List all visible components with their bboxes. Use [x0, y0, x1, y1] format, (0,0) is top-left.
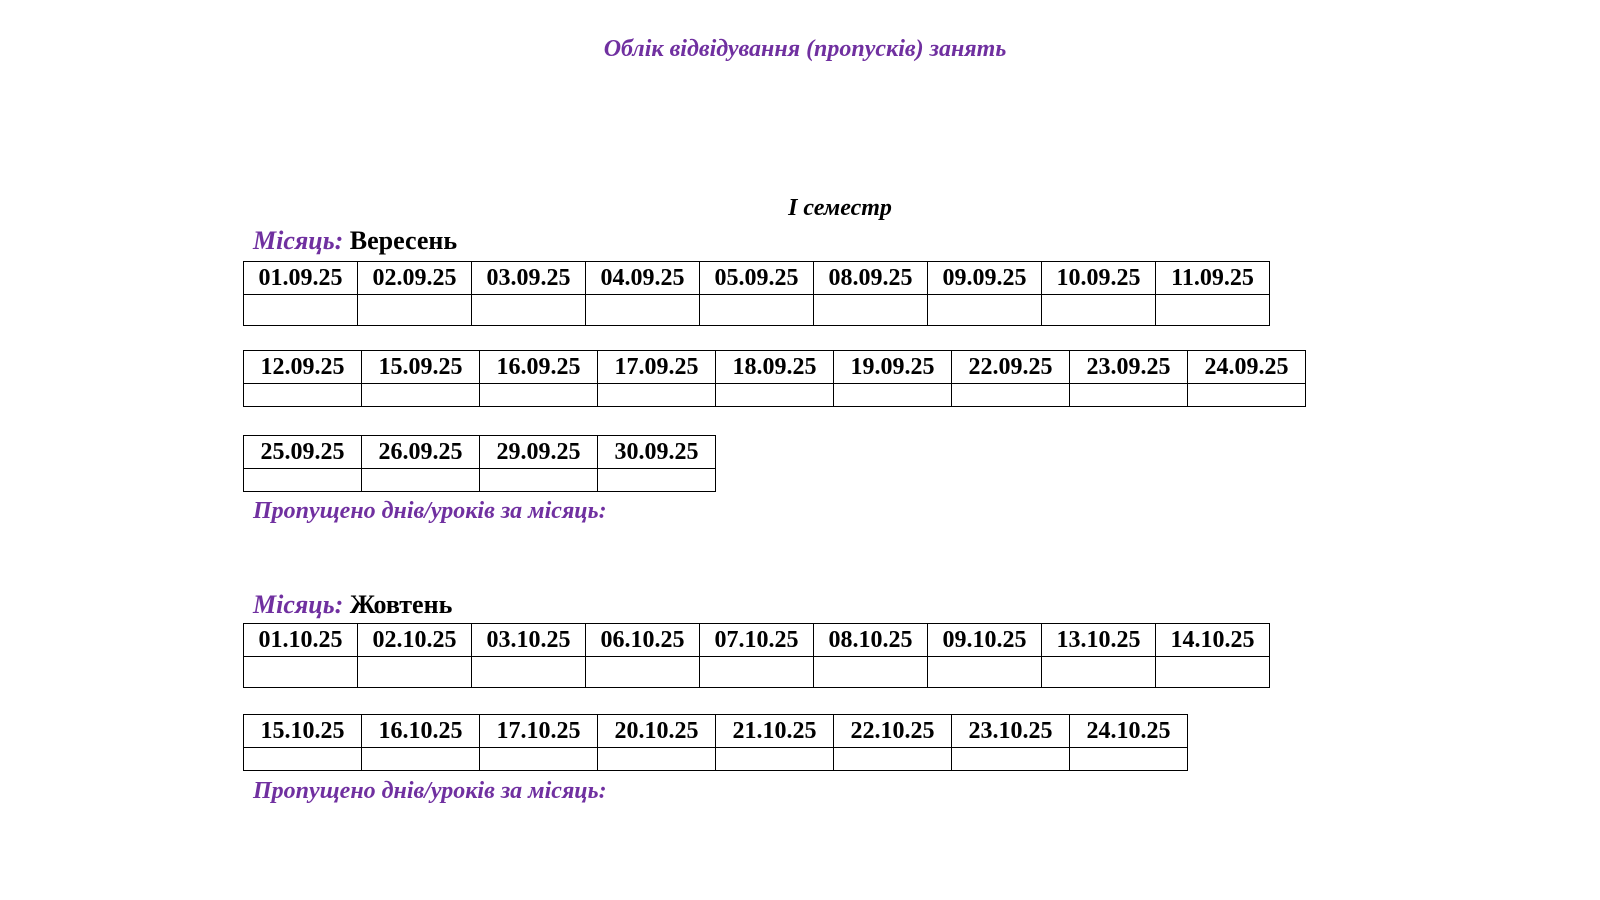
- attendance-mark-cell[interactable]: [700, 657, 814, 688]
- attendance-mark-cell[interactable]: [244, 748, 362, 771]
- month-name: Вересень: [349, 226, 458, 255]
- attendance-table-september-1: [243, 261, 1270, 326]
- date-cell: 05.09.25: [700, 262, 814, 295]
- mark-row: [244, 384, 1306, 407]
- attendance-mark-cell[interactable]: [1042, 657, 1156, 688]
- attendance-mark-cell[interactable]: [814, 295, 928, 326]
- attendance-mark-cell[interactable]: [362, 748, 480, 771]
- date-cell: 20.10.25: [598, 715, 716, 748]
- attendance-mark-cell[interactable]: [834, 748, 952, 771]
- attendance-mark-cell[interactable]: [1156, 295, 1270, 326]
- document-title: Облік відвідування (пропусків) занять: [603, 36, 1007, 62]
- date-cell: 30.09.25: [598, 436, 716, 469]
- attendance-mark-cell[interactable]: [952, 384, 1070, 407]
- date-cell: 12.09.25: [244, 351, 362, 384]
- attendance-mark-cell[interactable]: [1070, 748, 1188, 771]
- date-cell: 02.10.25: [358, 624, 472, 657]
- date-cell: 17.10.25: [480, 715, 598, 748]
- date-cell: 29.09.25: [480, 436, 598, 469]
- mark-row: [244, 657, 1270, 688]
- month-label: Місяць:: [253, 590, 344, 619]
- attendance-mark-cell[interactable]: [362, 384, 480, 407]
- date-cell: 16.09.25: [480, 351, 598, 384]
- month-name: Жовтень: [349, 590, 453, 619]
- date-cell: 04.09.25: [586, 262, 700, 295]
- date-cell: 15.10.25: [244, 715, 362, 748]
- date-cell: 13.10.25: [1042, 624, 1156, 657]
- date-cell: 26.09.25: [362, 436, 480, 469]
- attendance-table-september-3: [243, 435, 716, 492]
- date-cell: 19.09.25: [834, 351, 952, 384]
- semester-heading: І семестр: [788, 195, 892, 221]
- attendance-mark-cell[interactable]: [928, 657, 1042, 688]
- date-cell: 24.10.25: [1070, 715, 1188, 748]
- date-cell: 10.09.25: [1042, 262, 1156, 295]
- mark-row: [244, 469, 716, 492]
- date-row: [244, 351, 1306, 384]
- date-cell: 01.10.25: [244, 624, 358, 657]
- attendance-table-september-2: [243, 350, 1306, 407]
- attendance-mark-cell[interactable]: [716, 384, 834, 407]
- attendance-mark-cell[interactable]: [472, 657, 586, 688]
- date-cell: 08.09.25: [814, 262, 928, 295]
- attendance-mark-cell[interactable]: [598, 748, 716, 771]
- date-row: [244, 715, 1188, 748]
- date-cell: 24.09.25: [1188, 351, 1306, 384]
- date-cell: 09.10.25: [928, 624, 1042, 657]
- attendance-mark-cell[interactable]: [244, 469, 362, 492]
- attendance-mark-cell[interactable]: [952, 748, 1070, 771]
- date-row: [244, 624, 1270, 657]
- missed-days-label-september: Пропущено днів/уроків за місяць:: [253, 498, 607, 524]
- attendance-mark-cell[interactable]: [358, 295, 472, 326]
- attendance-mark-cell[interactable]: [1156, 657, 1270, 688]
- date-cell: 06.10.25: [586, 624, 700, 657]
- missed-days-label-october: Пропущено днів/уроків за місяць:: [253, 778, 607, 804]
- attendance-mark-cell[interactable]: [598, 469, 716, 492]
- date-cell: 09.09.25: [928, 262, 1042, 295]
- attendance-mark-cell[interactable]: [586, 295, 700, 326]
- attendance-mark-cell[interactable]: [700, 295, 814, 326]
- date-cell: 21.10.25: [716, 715, 834, 748]
- date-cell: 16.10.25: [362, 715, 480, 748]
- mark-row: [244, 748, 1188, 771]
- date-cell: 01.09.25: [244, 262, 358, 295]
- attendance-mark-cell[interactable]: [834, 384, 952, 407]
- date-cell: 14.10.25: [1156, 624, 1270, 657]
- attendance-mark-cell[interactable]: [480, 469, 598, 492]
- attendance-table-october-2: [243, 714, 1188, 771]
- month-heading-october: [253, 590, 452, 620]
- attendance-mark-cell[interactable]: [244, 657, 358, 688]
- date-cell: 22.09.25: [952, 351, 1070, 384]
- attendance-mark-cell[interactable]: [1070, 384, 1188, 407]
- attendance-table-october-1: [243, 623, 1270, 688]
- date-row: [244, 262, 1270, 295]
- attendance-mark-cell[interactable]: [480, 748, 598, 771]
- date-cell: 23.10.25: [952, 715, 1070, 748]
- date-cell: 08.10.25: [814, 624, 928, 657]
- attendance-mark-cell[interactable]: [362, 469, 480, 492]
- attendance-mark-cell[interactable]: [814, 657, 928, 688]
- date-cell: 17.09.25: [598, 351, 716, 384]
- date-cell: 02.09.25: [358, 262, 472, 295]
- date-cell: 03.09.25: [472, 262, 586, 295]
- mark-row: [244, 295, 1270, 326]
- date-cell: 15.09.25: [362, 351, 480, 384]
- attendance-mark-cell[interactable]: [586, 657, 700, 688]
- attendance-mark-cell[interactable]: [1188, 384, 1306, 407]
- attendance-mark-cell[interactable]: [472, 295, 586, 326]
- month-heading-september: [253, 226, 457, 256]
- attendance-mark-cell[interactable]: [244, 384, 362, 407]
- attendance-mark-cell[interactable]: [716, 748, 834, 771]
- attendance-mark-cell[interactable]: [928, 295, 1042, 326]
- attendance-mark-cell[interactable]: [598, 384, 716, 407]
- date-cell: 22.10.25: [834, 715, 952, 748]
- month-label: Місяць:: [253, 226, 344, 255]
- attendance-mark-cell[interactable]: [1042, 295, 1156, 326]
- date-cell: 11.09.25: [1156, 262, 1270, 295]
- date-row: [244, 436, 716, 469]
- date-cell: 25.09.25: [244, 436, 362, 469]
- date-cell: 23.09.25: [1070, 351, 1188, 384]
- attendance-mark-cell[interactable]: [244, 295, 358, 326]
- date-cell: 18.09.25: [716, 351, 834, 384]
- date-cell: 03.10.25: [472, 624, 586, 657]
- date-cell: 07.10.25: [700, 624, 814, 657]
- attendance-mark-cell[interactable]: [358, 657, 472, 688]
- attendance-mark-cell[interactable]: [480, 384, 598, 407]
